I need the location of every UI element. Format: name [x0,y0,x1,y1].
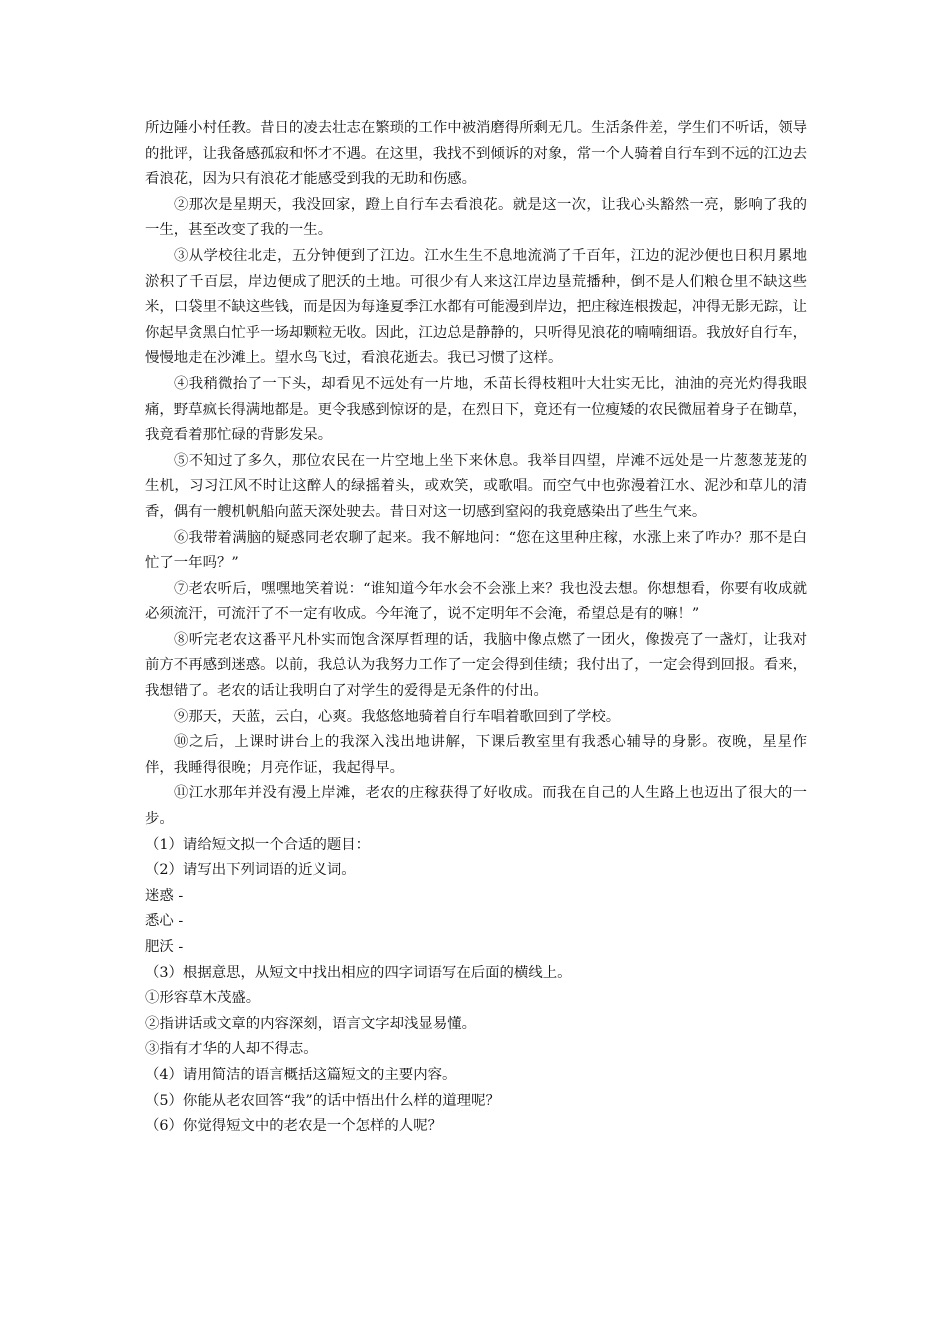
story-paragraph-7: ⑦老农听后，嘿嘿地笑着说：“谁知道今年水会不会涨上来？我也没去想。你想想看，你要有收成就必须流汗，可流汗了不一定有收成。今年淹了，说不定明年不会淹，希望总是有的嘛！” [145,580,807,623]
question-2-word: 悉心 - [145,913,184,930]
question-3-item: ③指有才华的人却不得志。 [145,1041,318,1058]
story-paragraph-11: ⑪江水那年并没有漫上岸滩，老农的庄稼获得了好收成。而我在自己的人生路上也迈出了很大的一步。 [145,785,807,828]
story-paragraph-5: ⑤不知过了多久，那位农民在一片空地上坐下来休息。我举目四望，岸滩不远处是一片葱葱茏茏的生机，习习江风不时让这醉人的绿摇着头，或欢笑，或歌唱。而空气中也弥漫着江水、泥沙和草儿的清香，偶有一艘机帆船向蓝天深处驶去。昔日对这一切感到窒闷的我竟感染出了些生气来。 [145,452,807,520]
story-paragraph-2: ②那次是星期天，我没回家，蹬上自行车去看浪花。就是这一次，让我心头豁然一亮，影响了我的一生，甚至改变了我的一生。 [145,196,807,239]
question-5: （5）你能从老农回答“我”的话中悟出什么样的道理呢？ [145,1092,500,1109]
question-2: （2）请写出下列词语的近义词。 [145,862,356,879]
story-paragraph-4: ④我稍微抬了一下头，却看见不远处有一片地，禾苗长得枝粗叶大壮实无比，油油的亮光灼得我眼痛，野草疯长得满地都是。更令我感到惊讶的是，在烈日下，竟还有一位瘦矮的农民微屈着身子在锄草，我竟看着那忙碌的背影发呆。 [145,375,807,444]
story-paragraph-intro: 所边陲小村任教。昔日的凌去壮志在繁琐的工作中被消磨得所剩无几。生活条件差，学生们不听话，领导的批评，让我备感孤寂和怀才不遇。在这里，我找不到倾诉的对象，常一个人骑着自行车到不远的江边去看浪花，因为只有浪花才能感受到我的无助和伤感。 [145,120,807,188]
question-2-word: 迷惑 - [145,887,184,904]
question-2-word: 肥沃 - [145,939,184,955]
question-4: （4）请用简洁的语言概括这篇短文的主要内容。 [145,1066,457,1083]
question-3: （3）根据意思，从短文中找出相应的四字词语写在后面的横线上。 [145,964,572,981]
story-paragraph-8: ⑧听完老农这番平凡朴实而饱含深厚哲理的话，我脑中像点燃了一团火，像拨亮了一盏灯，让我对前方不再感到迷惑。以前，我总认为我努力工作了一定会得到佳绩；我付出了，一定会得到回报。看来，我想错了。老农的话让我明白了对学生的爱得是无条件的付出。 [145,631,807,700]
document-page [145,116,807,1140]
story-paragraph-6: ⑥我带着满脑的疑惑同老农聊了起来。我不解地问：“您在这里种庄稼，水涨上来了咋办？那不是白忙了一年吗？” [145,529,807,572]
story-paragraph-9: ⑨那天，天蓝，云白，心爽。我悠悠地骑着自行车唱着歌回到了学校。 [174,708,621,725]
question-3-item: ①形容草木茂盛。 [145,990,261,1007]
question-6: （6）你觉得短文中的老农是一个怎样的人呢？ [145,1118,442,1135]
question-3-item: ②指讲话或文章的内容深刻，语言文字却浅显易懂。 [145,1015,476,1032]
story-paragraph-10: ⑩之后，上课时讲台上的我深入浅出地讲解，下课后教室里有我悉心辅导的身影。夜晚，星星作伴，我睡得很晚；月亮作证，我起得早。 [145,734,807,776]
question-1: （1）请给短文拟一个合适的题目： [145,836,371,853]
story-paragraph-3: ③从学校往北走，五分钟便到了江边。江水生生不息地流淌了千百年，江边的泥沙便也日积月累地淤积了千百层，岸边便成了肥沃的土地。可很少有人来这江岸边垦荒播种，倒不是人们粮仓里不缺这些米，口袋里不缺这些钱，而是因为每逢夏季江水都有可能漫到岸边，把庄稼连根拨起，冲得无影无踪，让你起早贪黑白忙乎一场却颗粒无收。因此，江边总是静静的，只听得见浪花的喃喃细语。我放好自行车，慢慢地走在沙滩上。望水鸟飞过，看浪花逝去。我已习惯了这样。 [145,247,807,367]
